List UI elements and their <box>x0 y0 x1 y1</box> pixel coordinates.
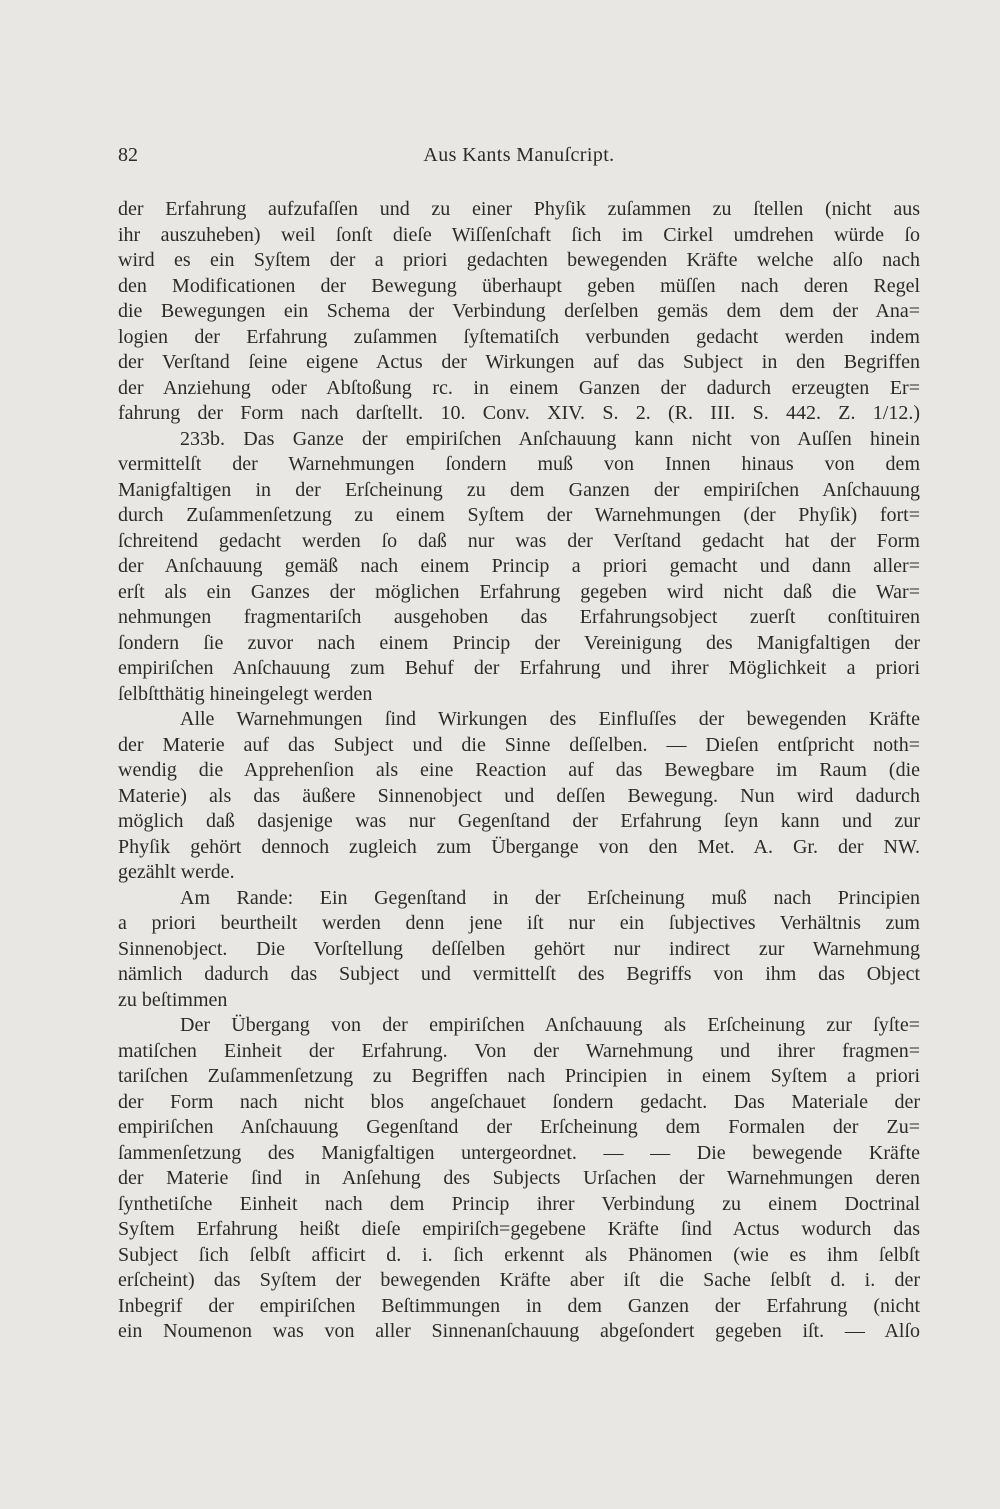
text-line: wendig die Apprehenſion als eine Reaction auf das Bewegbare im Raum (die <box>118 759 920 781</box>
text-line: der Erfahrung aufzufaſſen und zu einer Phyſik zuſammen zu ſtellen (nicht aus <box>118 198 920 220</box>
text-line: ſynthetiſche Einheit nach dem Princip ihrer Verbindung zu einem Doctrinal <box>118 1192 920 1215</box>
text-line: Materie) als das äußere Sinnenobject und deſſen Bewegung. Nun wird dadurch <box>118 784 920 807</box>
text-line: der Form nach nicht blos angeſchauet ſondern gedacht. Das Materiale der <box>118 1090 920 1113</box>
text-line: Sinnenobject. Die Vorſtellung deſſelben gehört nur indirect zur Warnehmung <box>118 937 920 960</box>
text-line: ſchreitend gedacht werden ſo daß nur was der Verſtand gedacht hat der Form <box>118 529 920 552</box>
text-line: der Verſtand ſeine eigene Actus der Wirkungen auf das Subject in den Begriffen <box>118 351 920 373</box>
text-line: Alle Warnehmungen ſind Wirkungen des Einfluſſes der bewegenden Kräfte <box>180 708 920 730</box>
running-head: Aus Kants Manuſcript. <box>423 144 615 166</box>
text-line: wird es ein Syſtem der a priori gedachten bewegenden Kräfte welche alſo nach <box>118 249 920 271</box>
text-line: die Bewegungen ein Schema der Verbindung derſelben gemäs dem dem der Ana= <box>118 300 920 322</box>
text-line: erſcheint) das Syſtem der bewegenden Kräfte aber iſt die Sache ſelbſt d. i. der <box>118 1269 920 1291</box>
page-header <box>118 142 920 168</box>
text-line: fahrung der Form nach darſtellt. 10. Conv. XIV. S. 2. (R. III. S. 442. Z. 1/12.) <box>118 402 920 424</box>
text-line: Syſtem Erfahrung heißt dieſe empiriſch=gegebene Kräfte ſind Actus wodurch das <box>118 1218 920 1240</box>
text-line: ſammenſetzung des Manigfaltigen untergeordnet. — — Die bewegende Kräfte <box>118 1141 920 1164</box>
text-line: empiriſchen Anſchauung Gegenſtand der Erſcheinung dem Formalen der Zu= <box>118 1116 920 1138</box>
text-line: den Modificationen der Bewegung überhaupt geben müſſen nach deren Regel <box>118 274 920 297</box>
text-line: 233b. Das Ganze der empiriſchen Anſchauung kann nicht von Auſſen hinein <box>180 427 920 450</box>
text-line: der Anſchauung gemäß nach einem Princip a priori gemacht und dann aller= <box>118 555 920 577</box>
text-line: vermittelſt der Warnehmungen ſondern muß von Innen hinaus von dem <box>118 453 920 475</box>
text-line: durch Zuſammenſetzung zu einem Syſtem der Warnehmungen (der Phyſik) fort= <box>118 504 920 526</box>
text-line: gezählt werde. <box>118 861 235 883</box>
text-line: ſelbſtthätig hineingelegt werden <box>118 682 373 705</box>
text-line: Am Rande: Ein Gegenſtand in der Erſcheinung muß nach Principien <box>180 886 920 909</box>
text-line: möglich daß dasjenige was nur Gegenſtand der Erfahrung ſeyn kann und zur <box>118 810 920 832</box>
text-line: der Materie auf das Subject und die Sinne deſſelben. — Dieſen entſpricht noth= <box>118 733 920 756</box>
text-line: Inbegrif der empiriſchen Beſtimmungen in dem Ganzen der Erfahrung (nicht <box>118 1294 920 1317</box>
text-line: ihr auszuheben) weil ſonſt dieſe Wiſſenſchaft ſich im Cirkel umdrehen würde ſo <box>118 223 920 246</box>
text-line: der Materie ſind in Anſehung des Subjects Urſachen der Warnehmungen deren <box>118 1167 920 1189</box>
text-line: der Anziehung oder Abſtoßung rc. in einem Ganzen der dadurch erzeugten Er= <box>118 376 920 399</box>
page-number: 82 <box>118 144 138 166</box>
text-line: Phyſik gehört dennoch zugleich zum Übergange von den Met. A. Gr. der NW. <box>118 835 920 858</box>
text-line: a priori beurtheilt werden denn jene iſt nur ein ſubjectives Verhältnis zum <box>118 912 920 934</box>
text-line: Manigfaltigen in der Erſcheinung zu dem Ganzen der empiriſchen Anſchauung <box>118 478 920 501</box>
text-line: matiſchen Einheit der Erfahrung. Von der Warnehmung und ihrer fragmen= <box>118 1039 920 1062</box>
text-line: empiriſchen Anſchauung zum Behuf der Erfahrung und ihrer Möglichkeit a priori <box>118 657 920 679</box>
page-body-text <box>118 197 920 1345</box>
text-line: ſondern ſie zuvor nach einem Princip der Vereinigung des Manigfaltigen der <box>118 631 920 654</box>
text-line: ein Noumenon was von aller Sinnenanſchauung abgeſondert gegeben iſt. — Alſo <box>118 1320 920 1342</box>
text-line: tariſchen Zuſammenſetzung zu Begriffen nach Principien in einem Syſtem a priori <box>118 1065 920 1087</box>
text-line: logien der Erfahrung zuſammen ſyſtematiſch verbunden gedacht werden indem <box>118 325 920 348</box>
text-line: zu beſtimmen <box>118 988 228 1011</box>
text-line: Der Übergang von der empiriſchen Anſchauung als Erſcheinung zur ſyſte= <box>180 1014 920 1036</box>
text-line: Subject ſich ſelbſt afficirt d. i. ſich erkennt als Phänomen (wie es ihm ſelbſt <box>118 1243 920 1266</box>
text-line: nehmungen fragmentariſch ausgehoben das Erfahrungsobject zuerſt conſtituiren <box>118 606 920 628</box>
text-line: erſt als ein Ganzes der möglichen Erfahrung gegeben wird nicht daß die War= <box>118 580 920 603</box>
text-line: nämlich dadurch das Subject und vermittelſt des Begriffs von ihm das Object <box>118 963 920 985</box>
